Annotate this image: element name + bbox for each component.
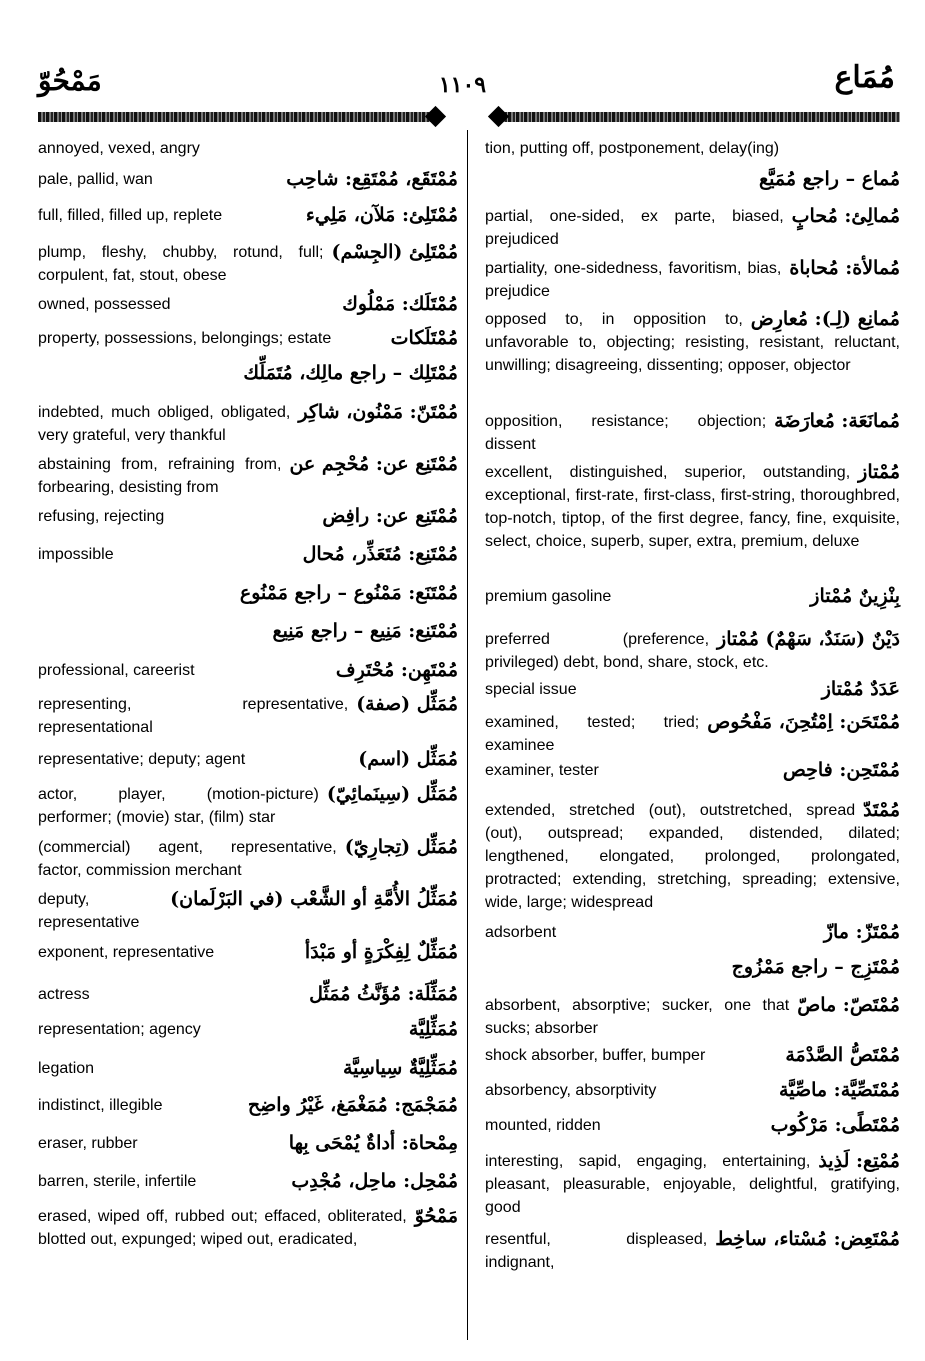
arabic-headword: مُمَثِّل (صفة) <box>356 693 458 715</box>
english-definition: examined, tested; tried; examinee <box>485 714 700 754</box>
dictionary-entry <box>38 783 458 829</box>
rule-diamond-right <box>488 106 509 127</box>
arabic-headword: مُمْتَلَكات <box>390 327 458 349</box>
english-definition: absorbent, absorptive; sucker, one that sucks; absorber <box>485 997 790 1037</box>
english-definition: shock absorber, buffer, bumper <box>485 1047 706 1064</box>
arabic-headword: مُمْتَصِّيَّة: ماصِّيَّة <box>779 1079 900 1101</box>
dictionary-entry <box>485 410 900 456</box>
arabic-headword: مُماع – راجع مُمَيَّع <box>759 168 900 190</box>
dictionary-entry <box>38 1170 458 1193</box>
arabic-headword: مُمْتَنِع: مُتَعَذِّر، مُحال <box>302 543 458 565</box>
arabic-headword: مُمْتِع: لَذِيذ <box>818 1150 900 1172</box>
dictionary-entry <box>485 1150 900 1219</box>
english-definition: abstaining from, refraining from, forbearing, desisting from <box>38 456 282 496</box>
dictionary-entry <box>485 461 900 553</box>
arabic-headword: بِنْزِينٌ مُمْتاز <box>810 585 900 607</box>
english-definition: deputy, representative <box>38 891 140 931</box>
dictionary-entry <box>485 628 900 674</box>
dictionary-entry <box>38 241 458 287</box>
arabic-headword: مُمْتَلِئ: مَلآن، مَلِيء <box>305 204 458 226</box>
arabic-headword: مُمانِع (لِـ): مُعارِض <box>750 308 900 330</box>
dictionary-entry <box>38 983 458 1006</box>
header-rule-left <box>38 112 432 122</box>
english-definition: impossible <box>38 546 114 563</box>
dictionary-entry <box>38 693 458 739</box>
arabic-headword: مُمَثِّل (اسم) <box>358 748 458 770</box>
arabic-headword: مُمْتَطًى: مَرْكُوب <box>770 1114 900 1136</box>
dictionary-entry <box>38 941 458 964</box>
header-rule-right <box>500 112 900 122</box>
english-definition: full, filled, filled up, replete <box>38 207 223 224</box>
arabic-headword: مُمَثِّلٌ لِفِكْرَةٍ أو مَبْدَأ <box>304 941 458 963</box>
english-definition: indebted, much obliged, obligated, very grateful, very thankful <box>38 404 291 444</box>
english-definition: opposed to, in opposition to, unfavorable to, objecting; resisting, resistant, reluctant, unwilling; disagreeing, dissenting; opposer, objector <box>485 311 900 374</box>
arabic-headword: مُمْتَحِن: فاحِص <box>782 759 900 781</box>
english-definition: absorbency, absorptivity <box>485 1082 657 1099</box>
dictionary-entry <box>38 362 458 385</box>
english-definition: partiality, one-sidedness, favoritism, bias, prejudice <box>485 260 782 300</box>
arabic-headword: مُمْتَلِئ (الجِسْم) <box>331 241 458 263</box>
dictionary-entry <box>485 1044 900 1067</box>
english-definition: tion, putting off, postponement, delay(ing) <box>485 140 780 157</box>
arabic-headword: مُمَثِّلِيَّة <box>408 1018 458 1040</box>
arabic-headword: مُمالأة: مُحاباة <box>789 257 900 279</box>
dictionary-entry <box>38 1057 458 1080</box>
arabic-headword: مُمْتَزّ: مازّ <box>823 921 900 943</box>
dictionary-entry <box>485 205 900 251</box>
arabic-headword: مِمْحاة: أداةٌ يُمْحَى بِها <box>288 1132 458 1154</box>
arabic-headword: مَمْحُوّ <box>414 1205 458 1227</box>
arabic-headword: مُمَثِّلِيَّةٌ سِياسِيَّة <box>342 1057 458 1079</box>
dictionary-entry <box>38 620 458 643</box>
arabic-headword: دَيْنٌ (سَنَدٌ، سَهْمٌ) مُمْتاز <box>717 628 900 650</box>
english-definition: (commercial) agent, representative, factor, commission merchant <box>38 839 337 879</box>
english-definition: representing, representative, representational <box>38 696 349 736</box>
dictionary-entry <box>485 1079 900 1102</box>
dictionary-entry <box>38 327 458 350</box>
arabic-headword: مُمْتَقَع، مُمْتَقِع: شاحِب <box>286 168 458 190</box>
arabic-headword: مُمْتَنِع: مَنِيع – راجع مَنِيع <box>272 620 458 642</box>
arabic-headword: مُمْتَنِع عن: مُحْجِم عن <box>289 453 458 475</box>
dictionary-entry <box>38 582 458 605</box>
english-definition: preferred (preference, privileged) debt, bond, share, stock, etc. <box>485 631 769 671</box>
dictionary-entry <box>38 168 458 191</box>
english-definition: examiner, tester <box>485 762 599 779</box>
english-definition: exponent, representative <box>38 944 215 961</box>
dictionary-entry <box>485 1114 900 1137</box>
english-definition: resentful, displeased, indignant, <box>485 1231 708 1271</box>
dictionary-entry <box>38 1132 458 1155</box>
arabic-headword: مُمَثِّل (سِينَمائِيّ) <box>326 783 458 805</box>
arabic-headword: عَدَدٌ مُمْتاز <box>821 678 900 700</box>
arabic-headword: مُمْتَحَن: اِمْتُحِنَ، مَفْحُوص <box>707 711 900 733</box>
dictionary-entry <box>485 759 900 782</box>
english-definition: annoyed, vexed, angry <box>38 140 200 157</box>
dictionary-entry <box>38 659 458 682</box>
guide-word-right: مُمَاع <box>834 60 895 95</box>
dictionary-entry <box>485 678 900 701</box>
dictionary-entry <box>38 748 458 771</box>
dictionary-entry <box>38 401 458 447</box>
english-definition: indistinct, illegible <box>38 1097 163 1114</box>
english-definition: property, possessions, belongings; estate <box>38 330 332 347</box>
arabic-headword: مُمْتَصّ: ماصّ <box>797 994 900 1016</box>
dictionary-entry <box>485 168 900 191</box>
dictionary-entry <box>485 308 900 377</box>
dictionary-entry <box>485 994 900 1040</box>
dictionary-entry <box>485 956 900 979</box>
dictionary-entry <box>485 1228 900 1274</box>
dictionary-entry <box>485 257 900 303</box>
arabic-headword: مُمانَعَة: مُعارَضَة <box>774 410 900 432</box>
english-definition: plump, fleshy, chubby, rotund, full; corpulent, fat, stout, obese <box>38 244 324 284</box>
column-divider <box>467 130 468 1340</box>
english-definition: representative; deputy; agent <box>38 751 246 768</box>
english-definition: adsorbent <box>485 924 557 941</box>
page-header <box>0 58 925 108</box>
dictionary-entry <box>485 921 900 944</box>
english-definition: legation <box>38 1060 95 1077</box>
arabic-headword: مُمَجْمَج: مُمَغْمَغ، غَيْرُ واضِح <box>247 1094 458 1116</box>
english-definition: excellent, distinguished, superior, outstanding, exceptional, first-rate, first-class, first-string, thoroughbred, top-notch, tiptop, of the first degree, fancy, fine, exquisite, select, choice, superb, super, extra, premium, deluxe <box>485 464 900 550</box>
english-definition: extended, stretched (out), outstretched, spread (out), outspread; expanded, distended, dilated; lengthened, elongated, prolonged, prolongated, protracted; extending, stretching, spreading; extensive, wide, large; widespread <box>485 802 900 911</box>
english-definition: erased, wiped off, rubbed out; effaced, obliterated, blotted out, expunged; wiped out, eradicated, <box>38 1208 407 1248</box>
english-definition: opposition, resistance; objection; dissent <box>485 413 767 453</box>
english-definition: barren, sterile, infertile <box>38 1173 197 1190</box>
dictionary-entry <box>38 204 458 227</box>
arabic-headword: مُمْتاز <box>858 461 900 483</box>
arabic-headword: مُمْتَدّ <box>863 799 900 821</box>
english-definition: special issue <box>485 681 577 698</box>
dictionary-entry <box>38 888 458 934</box>
arabic-headword: مُمْتَزِج – راجع مَمْزُوج <box>731 956 900 978</box>
arabic-headword: مُمالِئ: مُحابٍ <box>791 205 900 227</box>
dictionary-entry <box>38 836 458 882</box>
dictionary-entry <box>38 543 458 566</box>
dictionary-entry <box>38 1205 458 1251</box>
arabic-headword: مُمْتَنَع: مَمْنُوع – راجع مَمْنُوع <box>239 582 458 604</box>
page-number: ١١٠٩ <box>438 72 487 98</box>
arabic-headword: مُمْتَلَك: مَمْلُوك <box>342 293 458 315</box>
english-definition: actress <box>38 986 90 1003</box>
english-definition: premium gasoline <box>485 588 612 605</box>
arabic-headword: مُمْتَهِن: مُحْتَرِف <box>335 659 458 681</box>
dictionary-entry <box>485 137 900 160</box>
arabic-headword: مُمْتَنّ: مَمْنُون، شاكِر <box>298 401 458 423</box>
arabic-headword: مُمَثِّلُ الأُمَّةِ أو الشَّعْب (في البَرْلَمان) <box>170 888 458 910</box>
arabic-headword: مُمْتَعِض: مُسْتاء، ساخِط <box>715 1228 900 1250</box>
dictionary-entry <box>38 453 458 499</box>
english-definition: actor, player, (motion-picture) performer; (movie) star, (film) star <box>38 786 319 826</box>
dictionary-entry <box>485 711 900 757</box>
arabic-headword: مُمَثِّلَة: مُؤَنَّثُ مُمَثِّل <box>309 983 458 1005</box>
dictionary-entry <box>38 137 458 160</box>
arabic-headword: مُمْتَصُّ الصَّدْمَة <box>785 1044 900 1066</box>
english-definition: representation; agency <box>38 1021 201 1038</box>
guide-word-left: مَمْحُوّ <box>38 64 102 97</box>
arabic-headword: مُمْحِل: ماحِل، مُجْدِب <box>291 1170 458 1192</box>
english-definition: professional, careerist <box>38 662 195 679</box>
arabic-headword: مُمَثِّل (تِجارِيّ) <box>344 836 458 858</box>
dictionary-entry <box>38 505 458 528</box>
english-definition: eraser, rubber <box>38 1135 138 1152</box>
arabic-headword: مُمْتَلِك – راجع مالِك، مُتَمَلِّك <box>243 362 458 384</box>
dictionary-entry <box>485 799 900 914</box>
english-definition: mounted, ridden <box>485 1117 601 1134</box>
dictionary-entry <box>38 1094 458 1117</box>
dictionary-entry <box>485 585 900 608</box>
english-definition: refusing, rejecting <box>38 508 165 525</box>
arabic-headword: مُمْتَنِع عن: رافِض <box>322 505 458 527</box>
english-definition: owned, possessed <box>38 296 171 313</box>
dictionary-entry <box>38 1018 458 1041</box>
english-definition: partial, one-sided, ex parte, biased, prejudiced <box>485 208 784 248</box>
rule-diamond-left <box>425 106 446 127</box>
english-definition: pale, pallid, wan <box>38 171 153 188</box>
dictionary-entry <box>38 293 458 316</box>
english-definition: interesting, sapid, engaging, entertaining, pleasant, pleasurable, enjoyable, delightful, gratifying, good <box>485 1153 900 1216</box>
